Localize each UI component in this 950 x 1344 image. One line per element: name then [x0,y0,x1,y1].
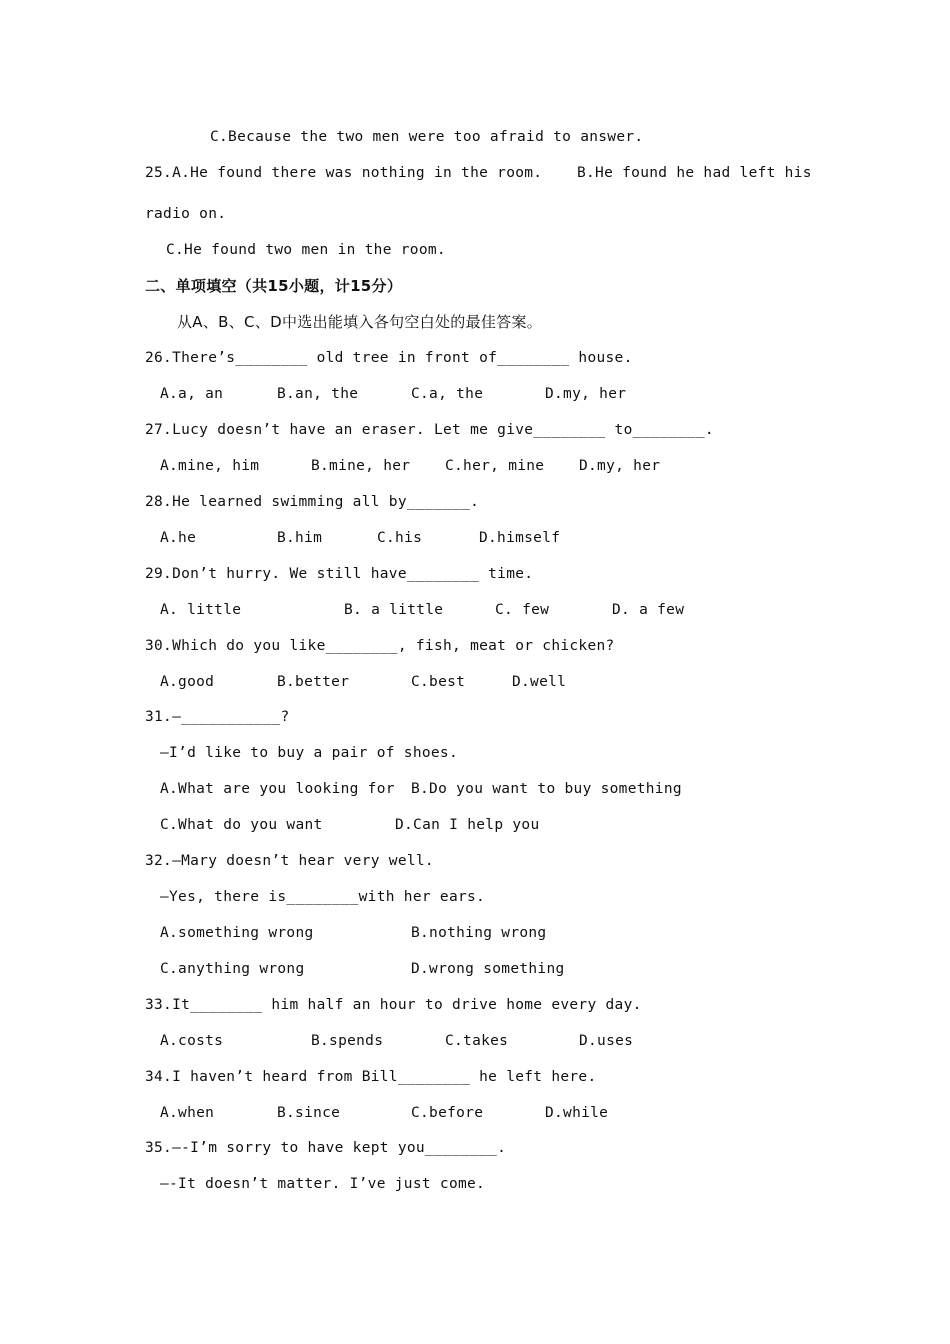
q28-option-b: B.him [277,530,323,546]
q31-option-b: B.Do you want to buy something [411,781,682,797]
q32-option-c: C.anything wrong [160,961,305,977]
q32-reply: —Yes, there is________with her ears. [160,889,486,905]
section-instruction: 从A、B、C、D中选出能填入各句空白处的最佳答案。 [177,313,543,331]
q30-stem: 30.Which do you like________, fish, meat or chicken? [145,638,615,654]
q27-stem: 27.Lucy doesn’t have an eraser. Let me give________ to________. [145,422,714,438]
q25-option-a: 25.A.He found there was nothing in the room. [145,165,543,181]
q33-option-d: D.uses [579,1033,634,1049]
q32-stem: 32.—Mary doesn’t hear very well. [145,853,434,869]
q35-reply: —-It doesn’t matter. I’ve just come. [160,1176,486,1192]
q34-option-c: C.before [411,1105,484,1121]
q25-option-b: B.He found he had left his [577,165,812,181]
q31-option-c: C.What do you want [160,817,323,833]
q31-option-d: D.Can I help you [395,817,540,833]
q29-option-c: C. few [495,602,550,618]
q34-stem: 34.I haven’t heard from Bill________ he left here. [145,1069,597,1085]
q27-option-c: C.her, mine [445,458,545,474]
q28-option-d: D.himself [479,530,561,546]
q27-option-b: B.mine, her [311,458,411,474]
q32-option-d: D.wrong something [411,961,565,977]
q28-option-c: C.his [377,530,423,546]
q30-option-b: B.better [277,674,350,690]
q28-stem: 28.He learned swimming all by_______. [145,494,480,510]
q26-option-d: D.my, her [545,386,627,402]
q29-stem: 29.Don’t hurry. We still have________ time. [145,566,534,582]
q29-option-d: D. a few [612,602,685,618]
q29-option-b: B. a little [344,602,444,618]
q32-option-b: B.nothing wrong [411,925,547,941]
q30-option-a: A.good [160,674,215,690]
q34-option-b: B.since [277,1105,341,1121]
q30-option-d: D.well [512,674,567,690]
q24-option-c: C.Because the two men were too afraid to answer. [210,129,644,145]
q35-stem: 35.—-I’m sorry to have kept you________. [145,1140,507,1156]
q27-option-d: D.my, her [579,458,661,474]
q31-stem: 31.—___________? [145,709,290,725]
q33-option-b: B.spends [311,1033,384,1049]
q33-option-a: A.costs [160,1033,224,1049]
q31-reply: —I’d like to buy a pair of shoes. [160,745,458,761]
q31-option-a: A.What are you looking for [160,781,395,797]
q32-option-a: A.something wrong [160,925,314,941]
q29-option-a: A. little [160,602,242,618]
q25-option-b-continued: radio on. [145,206,227,222]
q26-option-a: A.a, an [160,386,224,402]
q28-option-a: A.he [160,530,197,546]
q30-option-c: C.best [411,674,466,690]
section-heading: 二、单项填空（共15小题，计15分） [145,277,403,295]
q33-option-c: C.takes [445,1033,509,1049]
q26-stem: 26.There’s________ old tree in front of________ house. [145,350,633,366]
q33-stem: 33.It________ him half an hour to drive home every day. [145,997,642,1013]
q34-option-d: D.while [545,1105,609,1121]
q25-option-c: C.He found two men in the room. [166,242,446,258]
q26-option-b: B.an, the [277,386,359,402]
q27-option-a: A.mine, him [160,458,260,474]
q34-option-a: A.when [160,1105,215,1121]
q26-option-c: C.a, the [411,386,484,402]
